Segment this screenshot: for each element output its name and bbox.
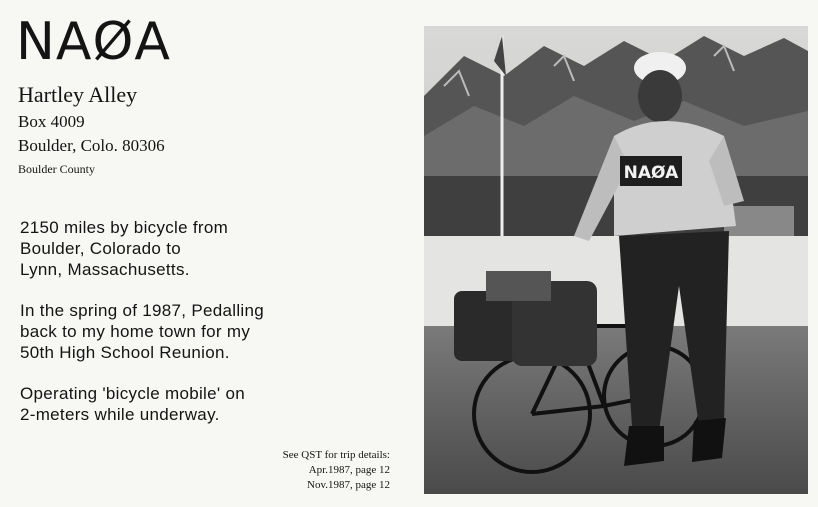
cyclist-photo bbox=[424, 26, 808, 494]
operating-note: Operating 'bicycle mobile' on 2-meters while underway. bbox=[20, 384, 245, 424]
trip-description: 2150 miles by bicycle from Boulder, Colorado to Lynn, Massachusetts. bbox=[20, 218, 229, 279]
operator-name: Hartley Alley bbox=[18, 82, 138, 107]
address-line-2: Boulder, Colo. 80306 bbox=[18, 136, 165, 155]
qst-reference-line: Apr.1987, page 12 bbox=[308, 464, 390, 476]
county-label: Boulder County bbox=[18, 162, 95, 176]
qst-reference-line: See QST for trip details: bbox=[282, 449, 390, 461]
jersey-text: NAØA bbox=[623, 163, 679, 183]
qst-reference-line: Nov.1987, page 12 bbox=[307, 479, 390, 491]
qst-reference bbox=[283, 448, 390, 493]
address-line-1: Box 4009 bbox=[18, 112, 85, 131]
trip-purpose: In the spring of 1987, Pedalling back to my home town for my 50th High School Reunion. bbox=[20, 301, 264, 362]
callsign-heading: NAØA bbox=[16, 12, 171, 72]
